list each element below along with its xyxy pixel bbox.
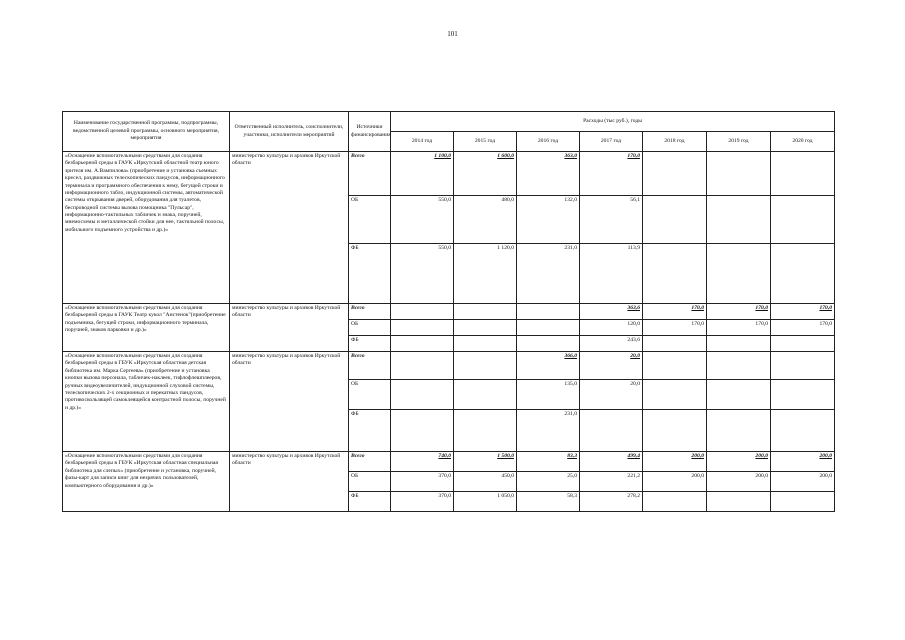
source-label: ОБ — [349, 196, 391, 244]
value-cell — [454, 352, 517, 380]
value-cell: 370,0 — [391, 472, 454, 492]
header-year: 2018 год — [643, 132, 707, 152]
activity-executor: министерство культуры и архивов Иркутской области — [230, 304, 349, 352]
value-cell: 170,0 — [771, 320, 835, 336]
value-cell: 1 100,0 — [391, 152, 454, 196]
activity-name: «Оснащение вспомогательными средствами для создания безбарьерной среды в ГБУК «Иркутская областная детская библиотека им. Марка Сергеева» (приобретение и установка кнопки вызова персонала, табличек-наклеек, тифлофлешплееров, ручных видеоувеличителей, индукционной слуховой системы, телескопических 2-х секционных и перекатных пандусов, противоскользящей самоклеящейся контрастной полосы, поручней и др.)» — [63, 352, 230, 452]
source-label: ОБ — [349, 320, 391, 336]
value-cell: 231,0 — [517, 244, 580, 304]
value-cell: 1 600,0 — [454, 152, 517, 196]
value-cell — [771, 152, 835, 196]
value-cell — [391, 352, 454, 380]
table-row — [63, 304, 835, 320]
value-cell — [707, 492, 771, 512]
table-row — [63, 452, 835, 472]
value-cell — [517, 336, 580, 352]
value-cell: 170,0 — [771, 304, 835, 320]
value-cell: 20,0 — [580, 352, 643, 380]
value-cell — [707, 196, 771, 244]
value-cell: 200,0 — [643, 472, 707, 492]
value-cell: 58,3 — [517, 492, 580, 512]
value-cell: 1 500,0 — [454, 452, 517, 472]
page-number: 101 — [447, 30, 458, 38]
value-cell: 1 050,0 — [454, 492, 517, 512]
value-cell: 550,0 — [391, 196, 454, 244]
value-cell: 231,0 — [517, 410, 580, 452]
value-cell: 135,0 — [517, 380, 580, 410]
source-label: ФБ — [349, 492, 391, 512]
activity-executor: министерство культуры и архивов Иркутской области — [230, 352, 349, 452]
value-cell: 170,0 — [707, 304, 771, 320]
value-cell: 499,4 — [580, 452, 643, 472]
value-cell — [643, 352, 707, 380]
source-label: ОБ — [349, 380, 391, 410]
value-cell: 113,9 — [580, 244, 643, 304]
value-cell: 450,0 — [454, 472, 517, 492]
value-cell — [771, 352, 835, 380]
value-cell: 132,0 — [517, 196, 580, 244]
value-cell — [643, 492, 707, 512]
value-cell: 550,0 — [391, 244, 454, 304]
header-year: 2015 год — [454, 132, 517, 152]
value-cell: 363,6 — [580, 304, 643, 320]
value-cell — [707, 336, 771, 352]
value-cell — [454, 380, 517, 410]
value-cell: 120,0 — [580, 320, 643, 336]
table-row — [63, 152, 835, 196]
value-cell — [771, 336, 835, 352]
value-cell — [771, 196, 835, 244]
header-sources: Источники финансирования — [349, 112, 391, 152]
source-label: Всего — [349, 352, 391, 380]
value-cell: 200,0 — [643, 452, 707, 472]
header-expenses: Расходы (тыс руб.), годы — [391, 112, 835, 132]
source-label: ФБ — [349, 244, 391, 304]
activity-name: «Оснащение вспомогательными средствами для создания безбарьерной среды в ГАУК Театр кукол "Аистенок"(приобретение подъемника, бегущей строки, информационного терминала, поручней, знаков парковки и др.)» — [63, 304, 230, 352]
value-cell: 480,0 — [454, 196, 517, 244]
value-cell — [707, 380, 771, 410]
value-cell: 20,0 — [580, 380, 643, 410]
value-cell: 243,6 — [580, 336, 643, 352]
value-cell: 366,0 — [517, 352, 580, 380]
value-cell — [643, 196, 707, 244]
value-cell: 83,3 — [517, 452, 580, 472]
value-cell — [707, 152, 771, 196]
value-cell — [391, 336, 454, 352]
value-cell — [643, 336, 707, 352]
value-cell: 200,0 — [771, 452, 835, 472]
value-cell — [643, 244, 707, 304]
value-cell: 170,0 — [643, 304, 707, 320]
activity-name: «Оснащение вспомогательными средствами для создания безбарьерной среды в ГБУК «Иркутская областная специальная библиотека для слепых» (приобретение и установка, поручней, фазы-карт для записи книг для незрячих пользователей, компьютерного оборудования и др.)» — [63, 452, 230, 512]
header-year: 2017 год — [580, 132, 643, 152]
value-cell: 200,0 — [707, 452, 771, 472]
value-cell — [391, 304, 454, 320]
value-cell — [643, 410, 707, 452]
value-cell: 363,0 — [517, 152, 580, 196]
value-cell — [643, 152, 707, 196]
value-cell: 221,2 — [580, 472, 643, 492]
value-cell: 25,0 — [517, 472, 580, 492]
value-cell: 370,0 — [391, 492, 454, 512]
header-year: 2016 год — [517, 132, 580, 152]
source-label: Всего — [349, 152, 391, 196]
value-cell — [454, 336, 517, 352]
value-cell: 170,0 — [643, 320, 707, 336]
value-cell: 1 120,0 — [454, 244, 517, 304]
value-cell — [771, 410, 835, 452]
value-cell: 170,0 — [707, 320, 771, 336]
source-label: Всего — [349, 452, 391, 472]
value-cell: 170,0 — [580, 152, 643, 196]
table-row — [63, 352, 835, 380]
source-label: ФБ — [349, 336, 391, 352]
value-cell — [391, 380, 454, 410]
activity-name: «Оснащение вспомогательными средствами для создания безбарьерной среды в ГАУК «Иркутский областной театр юного зрителя им. А.Вампилова» (приобретение и установка съемных кресел, раздвижных телескопических пандусов, информационного терминала и программного обеспечения к нему, бегущей строки и информационного табло, индукционной системы, автоматической системы открывания дверей, оборудования для туалетов, беспроводной системы вызова помощника "Пульсар", информационно-тактильных табличек и знака, поручней, мнемосхемы и металлической стойки для нее, тактильной полосы, мобильного подъемного устройства и др.)» — [63, 152, 230, 304]
value-cell — [454, 410, 517, 452]
value-cell — [707, 410, 771, 452]
activity-executor: министерство культуры и архивов Иркутской области — [230, 452, 349, 512]
source-label: ОБ — [349, 472, 391, 492]
value-cell — [454, 320, 517, 336]
value-cell — [643, 380, 707, 410]
value-cell — [707, 352, 771, 380]
source-label: Всего — [349, 304, 391, 320]
activity-executor: министерство культуры и архивов Иркутской области — [230, 152, 349, 304]
value-cell — [771, 380, 835, 410]
source-label: ФБ — [349, 410, 391, 452]
value-cell — [771, 492, 835, 512]
header-year: 2020 год — [771, 132, 835, 152]
header-name: Наименование государственной программы, подпрограммы, ведомственной целевой программы, основного мероприятия, мероприятия — [63, 112, 230, 152]
value-cell — [517, 304, 580, 320]
value-cell — [517, 320, 580, 336]
value-cell: 740,0 — [391, 452, 454, 472]
value-cell — [391, 320, 454, 336]
value-cell — [391, 410, 454, 452]
header-year: 2014 год — [391, 132, 454, 152]
value-cell — [771, 244, 835, 304]
value-cell: 200,0 — [707, 472, 771, 492]
header-executor: Ответственный исполнитель, соисполнители, участники, исполнители мероприятий — [230, 112, 349, 152]
value-cell — [580, 410, 643, 452]
header-year: 2019 год — [707, 132, 771, 152]
value-cell: 200,0 — [771, 472, 835, 492]
value-cell: 56,1 — [580, 196, 643, 244]
value-cell — [707, 244, 771, 304]
value-cell: 278,2 — [580, 492, 643, 512]
budget-table — [62, 111, 835, 512]
value-cell — [454, 304, 517, 320]
